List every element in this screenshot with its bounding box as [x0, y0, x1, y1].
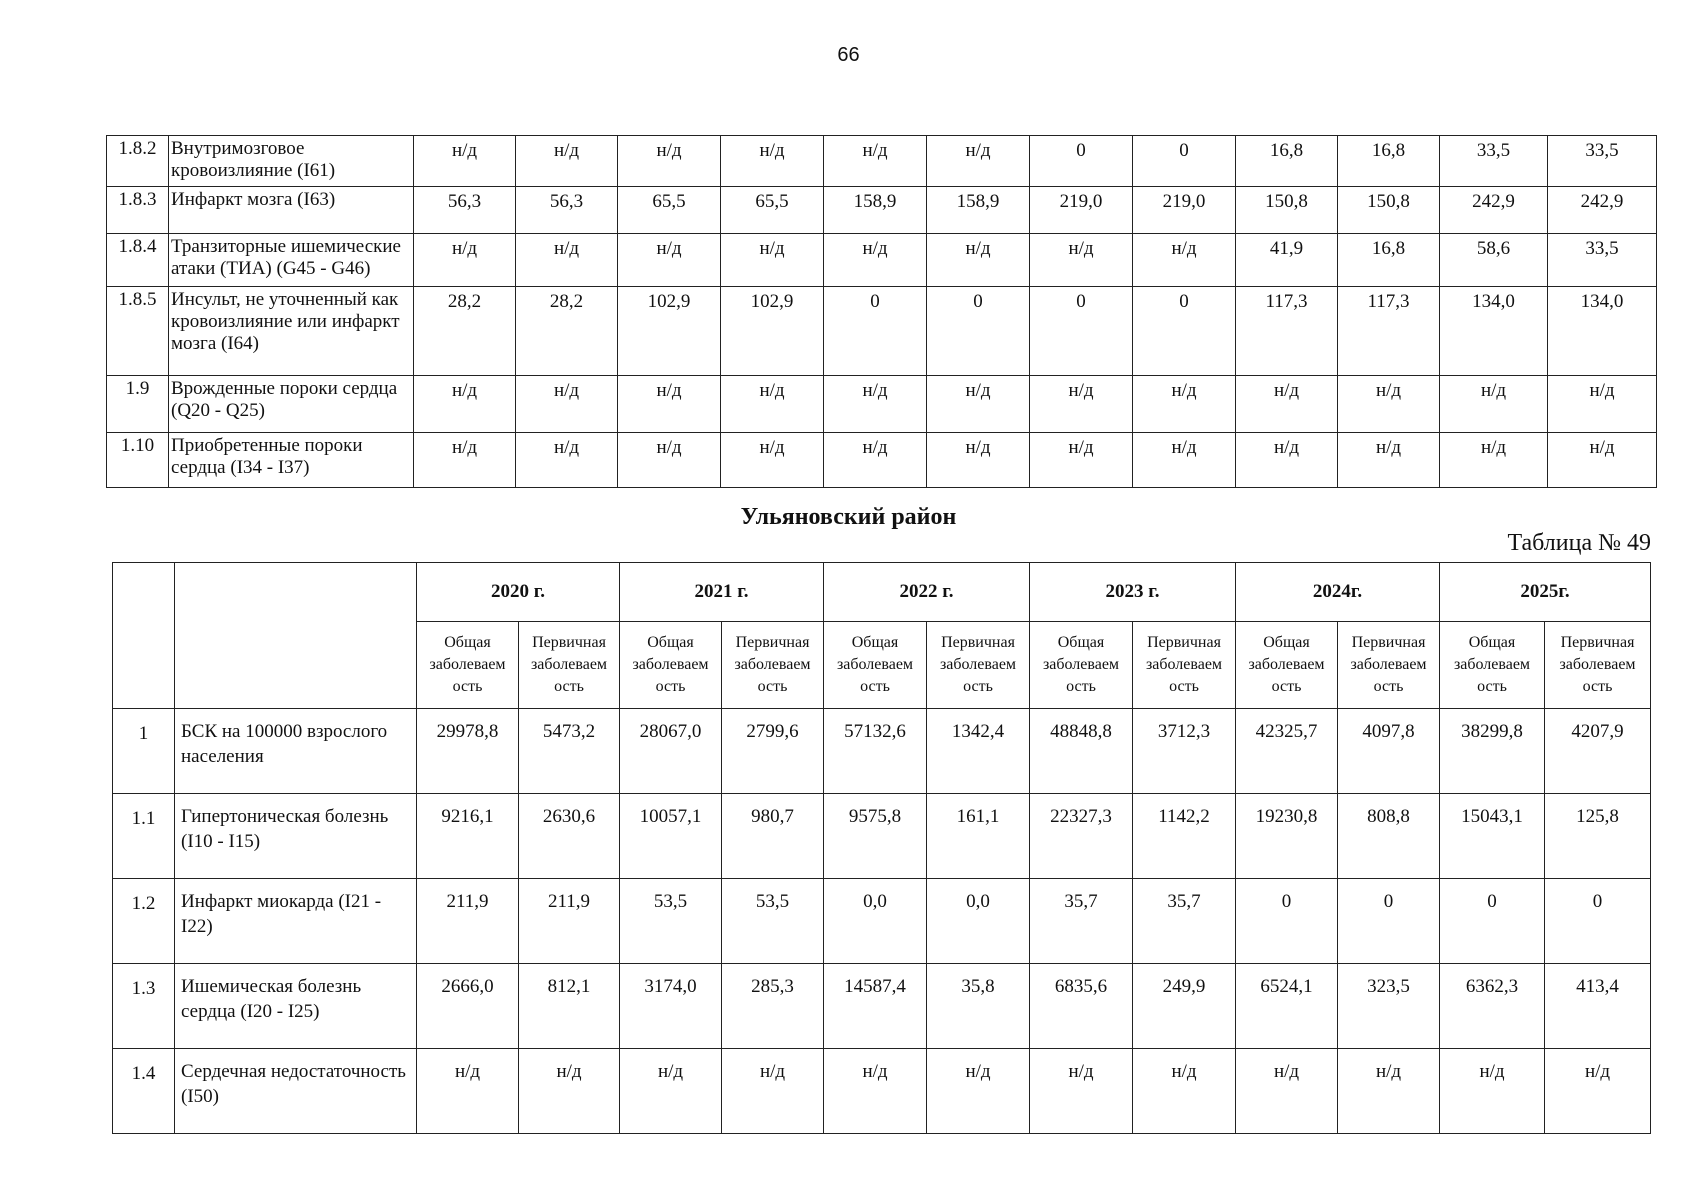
- row-name: Инсульт, не уточненный как кровоизлияние или инфаркт мозга (I64): [169, 287, 414, 376]
- header-general-morbidity: Общая заболеваем ость: [417, 622, 519, 709]
- value-cell: н/д: [721, 433, 824, 488]
- value-cell: 6835,6: [1030, 964, 1133, 1049]
- value-cell: 242,9: [1548, 187, 1657, 234]
- header-primary-morbidity: Первичная заболеваем ость: [927, 622, 1030, 709]
- value-cell: н/д: [414, 136, 516, 187]
- value-cell: 285,3: [722, 964, 824, 1049]
- value-cell: 242,9: [1440, 187, 1548, 234]
- value-cell: н/д: [824, 234, 927, 287]
- table-row: [107, 287, 1657, 376]
- value-cell: н/д: [414, 234, 516, 287]
- header-primary-morbidity: Первичная заболеваем ость: [1545, 622, 1651, 709]
- value-cell: 2630,6: [519, 794, 620, 879]
- row-name: Ишемическая болезнь сердца (I20 - I25): [175, 964, 417, 1049]
- row-number: 1: [113, 709, 175, 794]
- value-cell: 29978,8: [417, 709, 519, 794]
- value-cell: 48848,8: [1030, 709, 1133, 794]
- row-name: Инфаркт мозга (I63): [169, 187, 414, 234]
- value-cell: 6362,3: [1440, 964, 1545, 1049]
- header-year: 2022 г.: [824, 563, 1030, 622]
- table-row: [113, 964, 1651, 1049]
- value-cell: н/д: [1030, 433, 1133, 488]
- table-row: [107, 234, 1657, 287]
- value-cell: н/д: [516, 136, 618, 187]
- value-cell: 33,5: [1548, 234, 1657, 287]
- value-cell: 33,5: [1548, 136, 1657, 187]
- value-cell: н/д: [824, 376, 927, 433]
- value-cell: 28,2: [516, 287, 618, 376]
- value-cell: 211,9: [417, 879, 519, 964]
- value-cell: 3712,3: [1133, 709, 1236, 794]
- value-cell: 53,5: [722, 879, 824, 964]
- value-cell: 6524,1: [1236, 964, 1338, 1049]
- value-cell: 980,7: [722, 794, 824, 879]
- value-cell: 0: [1133, 136, 1236, 187]
- value-cell: 125,8: [1545, 794, 1651, 879]
- value-cell: н/д: [1133, 376, 1236, 433]
- header-primary-morbidity: Первичная заболеваем ость: [722, 622, 824, 709]
- header-year: 2020 г.: [417, 563, 620, 622]
- value-cell: н/д: [927, 1049, 1030, 1134]
- value-cell: 28,2: [414, 287, 516, 376]
- value-cell: 150,8: [1338, 187, 1440, 234]
- value-cell: н/д: [1133, 433, 1236, 488]
- value-cell: 0,0: [927, 879, 1030, 964]
- value-cell: н/д: [1545, 1049, 1651, 1134]
- value-cell: 323,5: [1338, 964, 1440, 1049]
- header-year: 2021 г.: [620, 563, 824, 622]
- value-cell: 150,8: [1236, 187, 1338, 234]
- row-number: 1.1: [113, 794, 175, 879]
- value-cell: 0: [1133, 287, 1236, 376]
- value-cell: 5473,2: [519, 709, 620, 794]
- value-cell: 1342,4: [927, 709, 1030, 794]
- value-cell: н/д: [721, 376, 824, 433]
- table-continuation: [106, 135, 1657, 488]
- row-number: 1.9: [107, 376, 169, 433]
- table-row: [113, 879, 1651, 964]
- header-general-morbidity: Общая заболеваем ость: [1030, 622, 1133, 709]
- row-name: Сердечная недостаточность (I50): [175, 1049, 417, 1134]
- value-cell: 102,9: [618, 287, 721, 376]
- value-cell: 56,3: [414, 187, 516, 234]
- header-primary-morbidity: Первичная заболеваем ость: [519, 622, 620, 709]
- table-row: [113, 1049, 1651, 1134]
- header-general-morbidity: Общая заболеваем ость: [824, 622, 927, 709]
- value-cell: 28067,0: [620, 709, 722, 794]
- value-cell: н/д: [414, 376, 516, 433]
- value-cell: 16,8: [1338, 136, 1440, 187]
- value-cell: 4207,9: [1545, 709, 1651, 794]
- value-cell: 0: [1030, 287, 1133, 376]
- table-49: [112, 562, 1651, 1134]
- value-cell: 35,7: [1030, 879, 1133, 964]
- value-cell: 35,8: [927, 964, 1030, 1049]
- value-cell: н/д: [1548, 376, 1657, 433]
- row-number: 1.8.4: [107, 234, 169, 287]
- row-number: 1.3: [113, 964, 175, 1049]
- value-cell: н/д: [824, 136, 927, 187]
- value-cell: 0: [1236, 879, 1338, 964]
- value-cell: н/д: [722, 1049, 824, 1134]
- value-cell: н/д: [1338, 1049, 1440, 1134]
- row-number: 1.8.5: [107, 287, 169, 376]
- value-cell: 19230,8: [1236, 794, 1338, 879]
- value-cell: 42325,7: [1236, 709, 1338, 794]
- header-num-cell: [113, 563, 175, 709]
- value-cell: н/д: [519, 1049, 620, 1134]
- value-cell: 812,1: [519, 964, 620, 1049]
- value-cell: 33,5: [1440, 136, 1548, 187]
- value-cell: 53,5: [620, 879, 722, 964]
- row-name: Врожденные пороки сердца (Q20 - Q25): [169, 376, 414, 433]
- header-year: 2025г.: [1440, 563, 1651, 622]
- value-cell: н/д: [1440, 1049, 1545, 1134]
- value-cell: 0: [1545, 879, 1651, 964]
- value-cell: 16,8: [1236, 136, 1338, 187]
- value-cell: 22327,3: [1030, 794, 1133, 879]
- table-row: [107, 187, 1657, 234]
- value-cell: 413,4: [1545, 964, 1651, 1049]
- value-cell: н/д: [927, 376, 1030, 433]
- value-cell: н/д: [1030, 1049, 1133, 1134]
- value-cell: 58,6: [1440, 234, 1548, 287]
- row-name: БСК на 100000 взрослого населения: [175, 709, 417, 794]
- value-cell: н/д: [721, 234, 824, 287]
- table-row: [107, 433, 1657, 488]
- value-cell: н/д: [516, 433, 618, 488]
- value-cell: н/д: [417, 1049, 519, 1134]
- value-cell: н/д: [414, 433, 516, 488]
- value-cell: н/д: [1440, 376, 1548, 433]
- row-name: Внутримозговое кровоизлияние (I61): [169, 136, 414, 187]
- value-cell: 161,1: [927, 794, 1030, 879]
- row-number: 1.8.2: [107, 136, 169, 187]
- value-cell: н/д: [824, 433, 927, 488]
- value-cell: н/д: [618, 136, 721, 187]
- value-cell: н/д: [1338, 376, 1440, 433]
- value-cell: 134,0: [1548, 287, 1657, 376]
- value-cell: н/д: [1133, 234, 1236, 287]
- value-cell: 0: [1440, 879, 1545, 964]
- value-cell: 65,5: [618, 187, 721, 234]
- value-cell: н/д: [1236, 433, 1338, 488]
- header-general-morbidity: Общая заболеваем ость: [1236, 622, 1338, 709]
- table-row: [113, 709, 1651, 794]
- value-cell: 219,0: [1030, 187, 1133, 234]
- value-cell: н/д: [1236, 1049, 1338, 1134]
- value-cell: 134,0: [1440, 287, 1548, 376]
- value-cell: 3174,0: [620, 964, 722, 1049]
- value-cell: 1142,2: [1133, 794, 1236, 879]
- value-cell: 117,3: [1236, 287, 1338, 376]
- value-cell: 15043,1: [1440, 794, 1545, 879]
- value-cell: н/д: [618, 234, 721, 287]
- section-title: Ульяновский район: [740, 504, 957, 530]
- value-cell: 2799,6: [722, 709, 824, 794]
- table-row: [107, 376, 1657, 433]
- table-row: [113, 794, 1651, 879]
- header-years-row: [113, 563, 1651, 622]
- page-number: 66: [837, 44, 860, 66]
- value-cell: 102,9: [721, 287, 824, 376]
- value-cell: 219,0: [1133, 187, 1236, 234]
- value-cell: 65,5: [721, 187, 824, 234]
- row-number: 1.2: [113, 879, 175, 964]
- value-cell: 14587,4: [824, 964, 927, 1049]
- row-name: Инфаркт миокарда (I21 - I22): [175, 879, 417, 964]
- row-number: 1.4: [113, 1049, 175, 1134]
- value-cell: 808,8: [1338, 794, 1440, 879]
- value-cell: н/д: [927, 136, 1030, 187]
- value-cell: 158,9: [927, 187, 1030, 234]
- value-cell: н/д: [1236, 376, 1338, 433]
- value-cell: н/д: [1030, 376, 1133, 433]
- value-cell: н/д: [516, 234, 618, 287]
- header-primary-morbidity: Первичная заболеваем ость: [1133, 622, 1236, 709]
- row-name: Гипертоническая болезнь (I10 - I15): [175, 794, 417, 879]
- value-cell: 0: [927, 287, 1030, 376]
- value-cell: 35,7: [1133, 879, 1236, 964]
- value-cell: н/д: [927, 234, 1030, 287]
- value-cell: н/д: [721, 136, 824, 187]
- value-cell: 0: [824, 287, 927, 376]
- value-cell: н/д: [1440, 433, 1548, 488]
- value-cell: н/д: [516, 376, 618, 433]
- value-cell: н/д: [1338, 433, 1440, 488]
- table-label: Таблица № 49: [1507, 530, 1651, 556]
- value-cell: н/д: [1548, 433, 1657, 488]
- value-cell: н/д: [1030, 234, 1133, 287]
- value-cell: 0: [1030, 136, 1133, 187]
- value-cell: 57132,6: [824, 709, 927, 794]
- header-general-morbidity: Общая заболеваем ость: [1440, 622, 1545, 709]
- value-cell: н/д: [824, 1049, 927, 1134]
- value-cell: 211,9: [519, 879, 620, 964]
- header-year: 2024г.: [1236, 563, 1440, 622]
- value-cell: 10057,1: [620, 794, 722, 879]
- row-name: Транзиторные ишемические атаки (ТИА) (G45 - G46): [169, 234, 414, 287]
- value-cell: 249,9: [1133, 964, 1236, 1049]
- header-name-cell: [175, 563, 417, 709]
- header-primary-morbidity: Первичная заболеваем ость: [1338, 622, 1440, 709]
- value-cell: 0,0: [824, 879, 927, 964]
- value-cell: 9575,8: [824, 794, 927, 879]
- value-cell: н/д: [1133, 1049, 1236, 1134]
- value-cell: 16,8: [1338, 234, 1440, 287]
- value-cell: 158,9: [824, 187, 927, 234]
- value-cell: н/д: [927, 433, 1030, 488]
- value-cell: 4097,8: [1338, 709, 1440, 794]
- row-name: Приобретенные пороки сердца (I34 - I37): [169, 433, 414, 488]
- table-row: [107, 136, 1657, 187]
- value-cell: н/д: [620, 1049, 722, 1134]
- value-cell: 117,3: [1338, 287, 1440, 376]
- header-general-morbidity: Общая заболеваем ость: [620, 622, 722, 709]
- value-cell: 56,3: [516, 187, 618, 234]
- header-year: 2023 г.: [1030, 563, 1236, 622]
- value-cell: 2666,0: [417, 964, 519, 1049]
- value-cell: н/д: [618, 376, 721, 433]
- value-cell: н/д: [618, 433, 721, 488]
- value-cell: 9216,1: [417, 794, 519, 879]
- value-cell: 41,9: [1236, 234, 1338, 287]
- value-cell: 38299,8: [1440, 709, 1545, 794]
- value-cell: 0: [1338, 879, 1440, 964]
- row-number: 1.10: [107, 433, 169, 488]
- row-number: 1.8.3: [107, 187, 169, 234]
